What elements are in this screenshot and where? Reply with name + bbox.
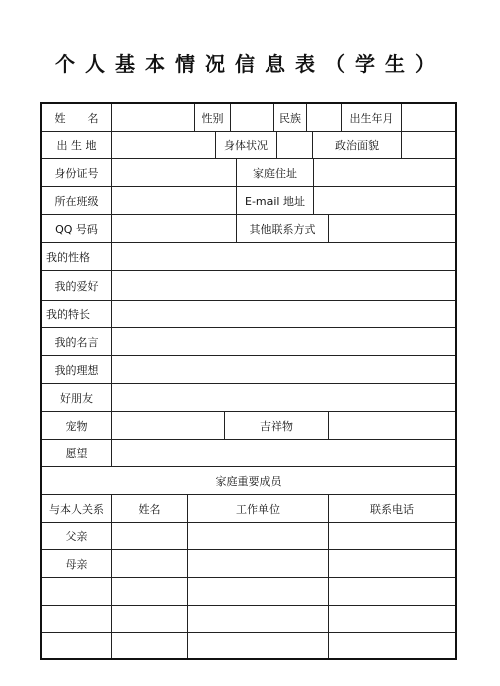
student-info-form: [40, 102, 457, 660]
member-name-cell[interactable]: [112, 606, 188, 633]
phone-header: 联系电话: [329, 495, 455, 523]
hobby-label: 我的爱好: [42, 271, 112, 301]
friend-field[interactable]: [112, 384, 455, 412]
friend-label: 好朋友: [42, 384, 112, 412]
workplace-cell[interactable]: [188, 523, 329, 550]
ethnicity-field[interactable]: [307, 104, 342, 132]
phone-cell[interactable]: [329, 633, 455, 658]
workplace-header: 工作单位: [188, 495, 329, 523]
relation-cell[interactable]: [42, 578, 112, 606]
personality-label: 我的性格: [42, 243, 112, 271]
home-address-label: 家庭住址: [237, 159, 314, 187]
specialty-field[interactable]: [112, 301, 455, 328]
qq-field[interactable]: [112, 215, 237, 243]
birth-label: 出生年月: [342, 104, 402, 132]
health-field[interactable]: [277, 132, 313, 159]
class-label: 所在班级: [42, 187, 112, 215]
member-name-cell[interactable]: [112, 523, 188, 550]
political-field[interactable]: [402, 132, 455, 159]
id-number-label: 身份证号: [42, 159, 112, 187]
specialty-label: 我的特长: [42, 301, 112, 328]
other-contact-field[interactable]: [329, 215, 455, 243]
gender-field[interactable]: [231, 104, 274, 132]
relation-cell[interactable]: [42, 606, 112, 633]
pet-label: 宠物: [42, 412, 112, 440]
motto-label: 我的名言: [42, 328, 112, 356]
family-section-title: 家庭重要成员: [42, 467, 455, 495]
workplace-cell[interactable]: [188, 606, 329, 633]
birthplace-label: 出 生 地: [42, 132, 112, 159]
phone-cell[interactable]: [329, 523, 455, 550]
email-field[interactable]: [314, 187, 455, 215]
phone-cell[interactable]: [329, 578, 455, 606]
class-field[interactable]: [112, 187, 237, 215]
hobby-field[interactable]: [112, 271, 455, 301]
ethnicity-label: 民族: [274, 104, 307, 132]
wish-field[interactable]: [112, 440, 455, 467]
member-name-cell[interactable]: [112, 633, 188, 658]
birth-field[interactable]: [402, 104, 455, 132]
workplace-cell[interactable]: [188, 550, 329, 578]
mascot-field[interactable]: [329, 412, 455, 440]
health-label: 身体状况: [216, 132, 277, 159]
ideal-field[interactable]: [112, 356, 455, 384]
phone-cell[interactable]: [329, 550, 455, 578]
motto-field[interactable]: [112, 328, 455, 356]
email-label: E-mail 地址: [237, 187, 314, 215]
relation-header: 与本人关系: [42, 495, 112, 523]
other-contact-label: 其他联系方式: [237, 215, 329, 243]
form-title: 个人基本情况信息表（学生）: [55, 52, 445, 76]
workplace-cell[interactable]: [188, 633, 329, 658]
personality-field[interactable]: [112, 243, 455, 271]
gender-label: 性别: [195, 104, 231, 132]
qq-label: QQ 号码: [42, 215, 112, 243]
pet-field[interactable]: [112, 412, 225, 440]
mascot-label: 吉祥物: [225, 412, 329, 440]
workplace-cell[interactable]: [188, 578, 329, 606]
member-name-header: 姓名: [112, 495, 188, 523]
relation-cell: 母亲: [42, 550, 112, 578]
name-field[interactable]: [112, 104, 195, 132]
name-label: 姓 名: [42, 104, 112, 132]
id-number-field[interactable]: [112, 159, 237, 187]
political-label: 政治面貌: [313, 132, 402, 159]
wish-label: 愿望: [42, 440, 112, 467]
phone-cell[interactable]: [329, 606, 455, 633]
member-name-cell[interactable]: [112, 578, 188, 606]
relation-cell: 父亲: [42, 523, 112, 550]
home-address-field[interactable]: [314, 159, 455, 187]
relation-cell[interactable]: [42, 633, 112, 658]
member-name-cell[interactable]: [112, 550, 188, 578]
ideal-label: 我的理想: [42, 356, 112, 384]
birthplace-field[interactable]: [112, 132, 216, 159]
